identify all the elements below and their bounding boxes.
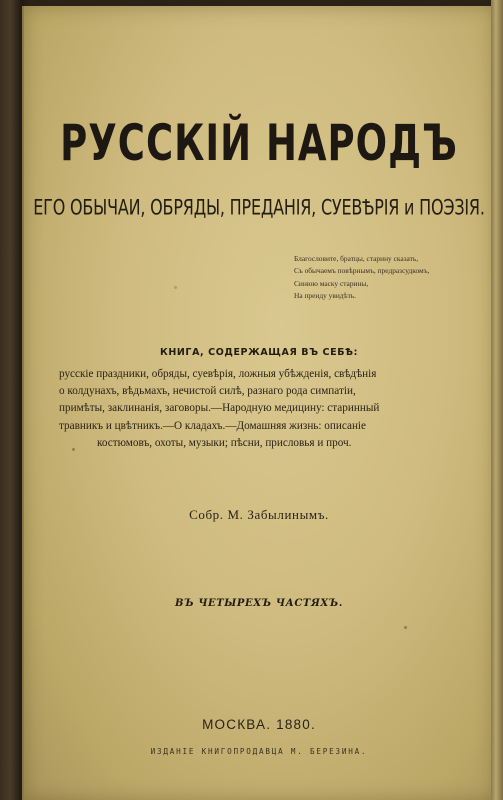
- book-title: РУССКІЙ НАРОДЪ: [60, 114, 458, 173]
- author-line: Собр. М. Забылинымъ.: [189, 507, 329, 522]
- contents-line: о колдунахъ, вѣдьмахъ, нечистой силѣ, разнаго рода симпатіи,: [59, 385, 356, 398]
- city-year: МОСКВА. 1880.: [202, 717, 316, 732]
- epigraph-line: Синюю маску старины,: [294, 278, 369, 288]
- contents-line: травникъ и цвѣтникъ.—О кладахъ.—Домашняя жизнь: описаніе: [59, 419, 367, 432]
- publisher-line: ИЗДАНІЕ КНИГОПРОДАВЦА М. БЕРЕЗИНА.: [150, 747, 368, 756]
- parts-line: ВЪ ЧЕТЫРЕХЪ ЧАСТЯХЪ.: [175, 598, 343, 609]
- epigraph: [294, 253, 484, 303]
- epigraph-line: На преиду увидѣть.: [294, 291, 357, 301]
- contents-description: [59, 366, 477, 452]
- epigraph-line: Благословите, братцы, старину сказать,: [294, 254, 419, 263]
- contents-line: примѣты, заклинанія, заговоры.—Народную медицину: старинный: [59, 402, 380, 415]
- paper-fleck: [72, 448, 75, 451]
- paper-fleck: [174, 286, 177, 289]
- title-page: [22, 6, 494, 800]
- book-edge: [491, 0, 503, 800]
- contents-heading: КНИГА, СОДЕРЖАЩАЯ ВЪ СЕБѢ:: [159, 347, 359, 358]
- epigraph-line: Съ обычаемъ повѣрнымъ, предразсудкомъ,: [294, 266, 430, 276]
- paper-fleck: [404, 626, 407, 629]
- contents-line: русскіе праздники, обряды, суевѣрія, ложныя убѣжденія, свѣдѣнія: [59, 368, 377, 380]
- contents-line: костюмовъ, охоты, музыки; пѣсни, присловья и проч.: [97, 436, 352, 449]
- book-subtitle: ЕГО ОБЫЧАИ, ОБРЯДЫ, ПРЕДАНІЯ, СУЕВѢРІЯ и ПОЭЗІЯ.: [33, 194, 485, 220]
